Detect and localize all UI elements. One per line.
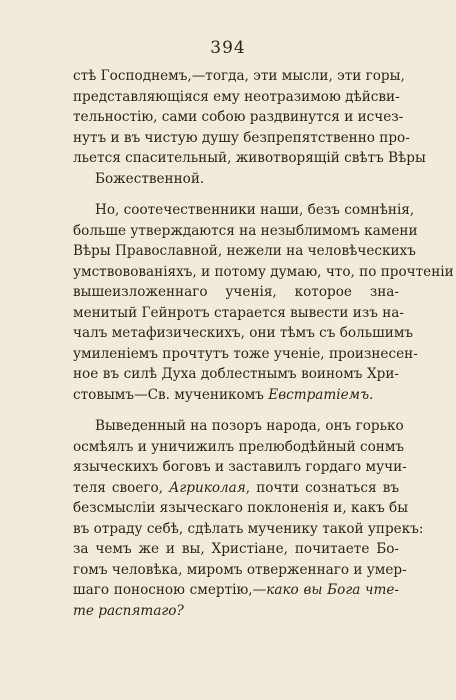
paragraph-3 (73, 416, 424, 621)
text-line (73, 580, 399, 601)
saint-name-italic: Евстратіемъ. (268, 386, 374, 403)
text-line: Божественной. (95, 170, 205, 187)
text-line: менитый Гейнротъ старается вывести изъ на- (73, 304, 405, 321)
text-line: гомъ человѣка, миромъ отверженнаго и умер- (73, 561, 407, 578)
text-run: стовымъ—Св. мученикомъ (73, 386, 269, 403)
paragraph-1 (73, 66, 426, 189)
text-line: больше утверждаются на незыблимомъ камени (73, 222, 418, 239)
text-line: нутъ и въ чистую душу безпрепятственно про- (73, 129, 410, 146)
text-line: умствовованіяхъ, и потому думаю, что, по прочтеніи (73, 263, 454, 280)
text-run: , почти сознаться въ (245, 479, 399, 496)
text-line: безсмысліи языческаго поклоненія и, какъ бы (73, 500, 409, 516)
text-line: умиленіемъ прочтутъ тоже ученіе, произнесен- (73, 345, 418, 362)
text-line (73, 478, 399, 499)
text-line: тельностію, сами собою раздвинутся и исчез- (73, 109, 404, 125)
body-text (73, 66, 454, 621)
text-line: въ отраду себѣ, сдѣлать мученику такой упрекъ: (73, 520, 424, 537)
text-line: языческихъ боговъ и заставилъ гордаго мучи- (73, 459, 407, 475)
text-line: льется спасительный, животворящій свѣтъ Вѣры (73, 150, 426, 166)
agricolaus-name-italic: Агриколая (169, 479, 246, 496)
text-line: стѣ Господнемъ,—тогда, эти мысли, эти горы, (73, 68, 405, 84)
paragraph-gap (73, 405, 399, 416)
text-line: ное въ силѣ Духа доблестнымъ воиномъ Хри- (73, 366, 399, 382)
text-line: Выведенный на позоръ народа, онъ горько (95, 418, 404, 434)
page-number: 394 (210, 38, 246, 58)
text-line: Вѣры Православной, нежели на человѣческихъ (73, 243, 416, 259)
text-line: вышеизложеннаго ученія, которое зна- (73, 284, 399, 300)
quote-italic: те распятаго? (73, 602, 184, 619)
paragraph-gap (73, 189, 399, 200)
text-line (73, 385, 399, 406)
text-line: за чемъ же и вы, Христіане, почитаете Бо- (73, 541, 399, 557)
text-line: представляющіяся ему неотразимою дѣйсви- (73, 88, 400, 105)
text-line: чалъ метафизическихъ, они тѣмъ съ большимъ (73, 325, 414, 341)
text-run: теля своего, (73, 479, 170, 496)
text-line: Но, соотечественники наши, безъ сомнѣнія, (95, 202, 415, 218)
text-run: шаго поносною смертію,— (73, 582, 267, 598)
text-line: осмѣялъ и уничижилъ прелюбодѣйный сонмъ (73, 438, 405, 455)
paragraph-2 (73, 200, 454, 405)
quote-italic: како вы Бога чте- (266, 582, 399, 598)
text-line (73, 601, 399, 622)
